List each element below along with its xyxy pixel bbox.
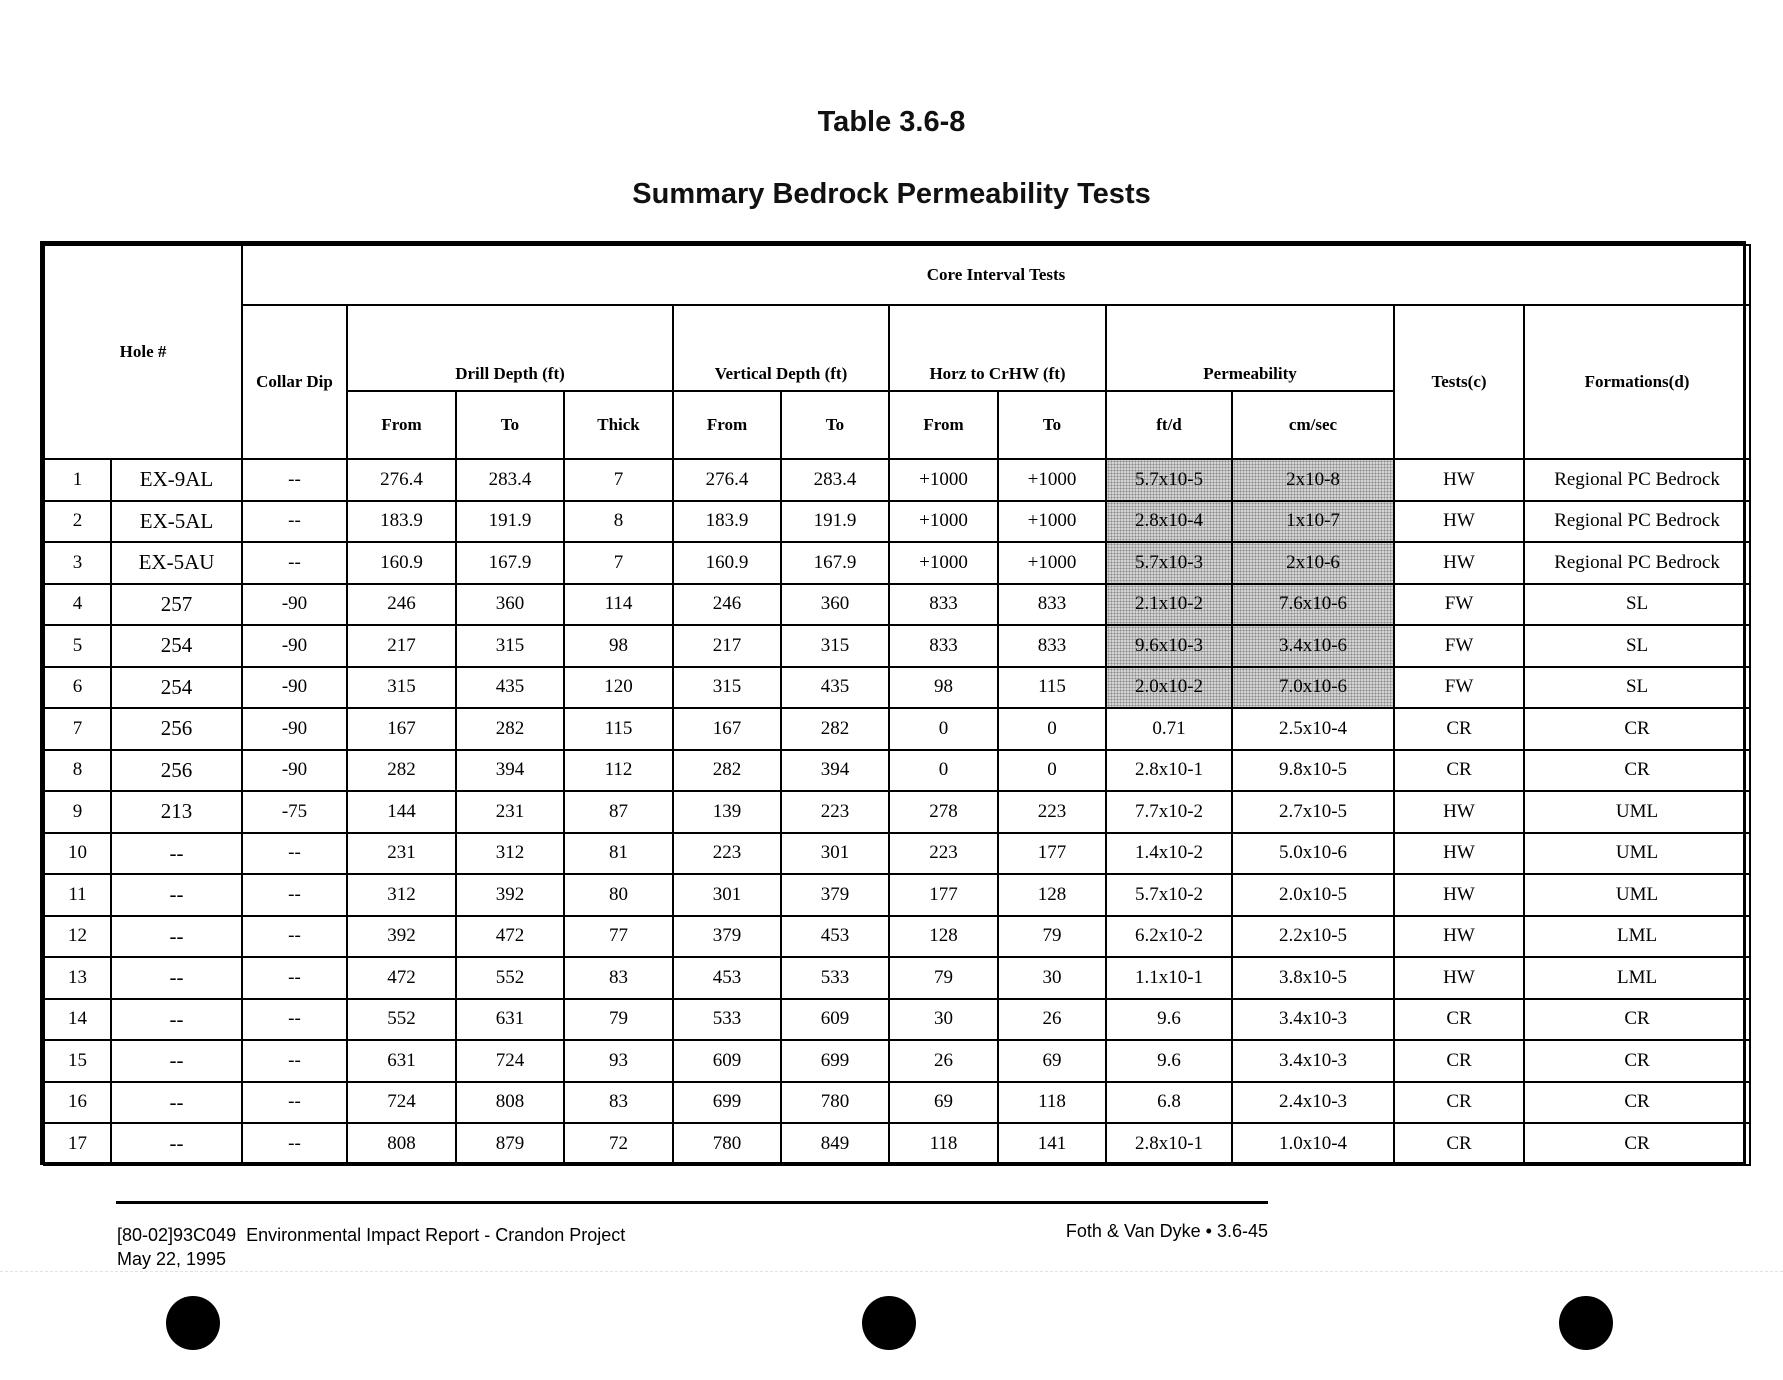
cell-thick: 93 <box>564 1040 673 1082</box>
cell-vertical-to: 191.9 <box>781 501 889 543</box>
table-body <box>44 459 1750 1165</box>
footer-page-number: Foth & Van Dyke • 3.6-45 <box>1065 1221 1268 1241</box>
cell-horz-to: 128 <box>998 874 1106 916</box>
header-perm-cmsec: cm/sec <box>1232 391 1394 459</box>
cell-formation: SL <box>1524 584 1750 626</box>
cell-perm-cmsec: 7.0x10-6 <box>1232 667 1394 709</box>
header-drill-to: To <box>456 391 564 459</box>
cell-horz-to: +1000 <box>998 501 1106 543</box>
table-row <box>44 916 1750 958</box>
cell-vertical-to: 283.4 <box>781 459 889 501</box>
cell-horz-to: 833 <box>998 584 1106 626</box>
cell-perm-ftd: 2.8x10-1 <box>1106 1123 1232 1165</box>
cell-perm-ftd: 9.6 <box>1106 1040 1232 1082</box>
cell-hole: -- <box>111 1040 242 1082</box>
cell-tests: FW <box>1394 625 1524 667</box>
cell-tests: HW <box>1394 501 1524 543</box>
cell-collar-dip: -- <box>242 999 347 1041</box>
cell-horz-to: 30 <box>998 957 1106 999</box>
cell-hole: -- <box>111 1123 242 1165</box>
header-drill-thick: Thick <box>564 391 673 459</box>
cell-row-number: 13 <box>44 957 111 999</box>
cell-thick: 114 <box>564 584 673 626</box>
cell-hole: -- <box>111 999 242 1041</box>
cell-perm-ftd: 5.7x10-2 <box>1106 874 1232 916</box>
cell-vertical-from: 379 <box>673 916 781 958</box>
cell-vertical-to: 360 <box>781 584 889 626</box>
cell-vertical-to: 533 <box>781 957 889 999</box>
cell-drill-from: 631 <box>347 1040 456 1082</box>
header-horz-to: To <box>998 391 1106 459</box>
binder-hole-left <box>166 1296 220 1350</box>
cell-hole: 256 <box>111 750 242 792</box>
cell-tests: HW <box>1394 791 1524 833</box>
cell-vertical-to: 315 <box>781 625 889 667</box>
cell-hole: EX-9AL <box>111 459 242 501</box>
cell-horz-from: 223 <box>889 833 998 875</box>
cell-row-number: 16 <box>44 1082 111 1124</box>
cell-hole: 254 <box>111 625 242 667</box>
table-row <box>44 999 1750 1041</box>
cell-perm-cmsec: 2x10-8 <box>1232 459 1394 501</box>
cell-drill-to: 360 <box>456 584 564 626</box>
cell-perm-ftd: 1.1x10-1 <box>1106 957 1232 999</box>
cell-perm-ftd: 7.7x10-2 <box>1106 791 1232 833</box>
cell-perm-cmsec: 2.0x10-5 <box>1232 874 1394 916</box>
cell-tests: CR <box>1394 1082 1524 1124</box>
cell-drill-from: 217 <box>347 625 456 667</box>
cell-vertical-from: 223 <box>673 833 781 875</box>
cell-drill-to: 191.9 <box>456 501 564 543</box>
cell-drill-to: 394 <box>456 750 564 792</box>
cell-tests: FW <box>1394 667 1524 709</box>
cell-thick: 80 <box>564 874 673 916</box>
cell-drill-to: 167.9 <box>456 542 564 584</box>
cell-vertical-from: 160.9 <box>673 542 781 584</box>
table-row <box>44 1040 1750 1082</box>
table-row <box>44 874 1750 916</box>
cell-thick: 87 <box>564 791 673 833</box>
table-row <box>44 833 1750 875</box>
cell-vertical-to: 453 <box>781 916 889 958</box>
cell-tests: CR <box>1394 750 1524 792</box>
cell-formation: CR <box>1524 999 1750 1041</box>
cell-thick: 81 <box>564 833 673 875</box>
cell-thick: 7 <box>564 542 673 584</box>
cell-vertical-to: 849 <box>781 1123 889 1165</box>
binder-hole-right <box>1559 1296 1613 1350</box>
cell-horz-from: 833 <box>889 625 998 667</box>
cell-tests: HW <box>1394 542 1524 584</box>
cell-perm-ftd: 6.2x10-2 <box>1106 916 1232 958</box>
cell-perm-cmsec: 9.8x10-5 <box>1232 750 1394 792</box>
cell-vertical-to: 699 <box>781 1040 889 1082</box>
cell-collar-dip: -90 <box>242 584 347 626</box>
table-subtitle: Summary Bedrock Permeability Tests <box>632 178 1151 210</box>
cell-horz-to: 141 <box>998 1123 1106 1165</box>
cell-formation: Regional PC Bedrock <box>1524 542 1750 584</box>
cell-thick: 98 <box>564 625 673 667</box>
cell-formation: LML <box>1524 957 1750 999</box>
cell-collar-dip: -90 <box>242 750 347 792</box>
cell-vertical-to: 780 <box>781 1082 889 1124</box>
cell-hole: -- <box>111 1082 242 1124</box>
cell-drill-from: 724 <box>347 1082 456 1124</box>
table-row <box>44 1082 1750 1124</box>
cell-drill-to: 231 <box>456 791 564 833</box>
cell-vertical-from: 533 <box>673 999 781 1041</box>
cell-drill-from: 231 <box>347 833 456 875</box>
cell-perm-ftd: 5.7x10-3 <box>1106 542 1232 584</box>
cell-row-number: 14 <box>44 999 111 1041</box>
cell-drill-to: 724 <box>456 1040 564 1082</box>
cell-drill-from: 312 <box>347 874 456 916</box>
cell-perm-ftd: 1.4x10-2 <box>1106 833 1232 875</box>
cell-row-number: 12 <box>44 916 111 958</box>
cell-formation: UML <box>1524 791 1750 833</box>
cell-vertical-to: 435 <box>781 667 889 709</box>
cell-formation: UML <box>1524 874 1750 916</box>
cell-formation: Regional PC Bedrock <box>1524 501 1750 543</box>
cell-hole: 213 <box>111 791 242 833</box>
cell-drill-to: 315 <box>456 625 564 667</box>
cell-formation: CR <box>1524 1123 1750 1165</box>
cell-drill-to: 283.4 <box>456 459 564 501</box>
header-perm-ftd: ft/d <box>1106 391 1232 459</box>
cell-tests: HW <box>1394 874 1524 916</box>
cell-horz-from: 26 <box>889 1040 998 1082</box>
cell-formation: SL <box>1524 625 1750 667</box>
cell-horz-to: +1000 <box>998 542 1106 584</box>
cell-horz-from: 118 <box>889 1123 998 1165</box>
cell-perm-ftd: 6.8 <box>1106 1082 1232 1124</box>
cell-horz-to: 177 <box>998 833 1106 875</box>
cell-formation: LML <box>1524 916 1750 958</box>
cell-perm-cmsec: 1x10-7 <box>1232 501 1394 543</box>
cell-horz-from: 833 <box>889 584 998 626</box>
cell-hole: -- <box>111 833 242 875</box>
cell-vertical-from: 217 <box>673 625 781 667</box>
cell-tests: CR <box>1394 1123 1524 1165</box>
cell-perm-cmsec: 3.4x10-3 <box>1232 1040 1394 1082</box>
cell-collar-dip: -90 <box>242 667 347 709</box>
cell-collar-dip: -75 <box>242 791 347 833</box>
cell-drill-to: 808 <box>456 1082 564 1124</box>
cell-perm-ftd: 9.6 <box>1106 999 1232 1041</box>
cell-horz-to: 26 <box>998 999 1106 1041</box>
table-row <box>44 1123 1750 1165</box>
cell-drill-to: 282 <box>456 708 564 750</box>
cell-tests: HW <box>1394 957 1524 999</box>
header-vertical-from: From <box>673 391 781 459</box>
permeability-table <box>43 244 1751 1166</box>
cell-formation: CR <box>1524 750 1750 792</box>
table-row <box>44 625 1750 667</box>
perforation-line <box>0 1271 1783 1272</box>
cell-vertical-to: 394 <box>781 750 889 792</box>
cell-horz-to: 833 <box>998 625 1106 667</box>
cell-drill-to: 552 <box>456 957 564 999</box>
header-drill-depth: Drill Depth (ft) <box>347 305 673 391</box>
cell-perm-ftd: 2.8x10-4 <box>1106 501 1232 543</box>
cell-tests: HW <box>1394 916 1524 958</box>
cell-vertical-to: 379 <box>781 874 889 916</box>
header-drill-from: From <box>347 391 456 459</box>
cell-vertical-from: 139 <box>673 791 781 833</box>
cell-drill-from: 183.9 <box>347 501 456 543</box>
cell-row-number: 2 <box>44 501 111 543</box>
cell-vertical-from: 276.4 <box>673 459 781 501</box>
cell-vertical-from: 301 <box>673 874 781 916</box>
cell-tests: CR <box>1394 708 1524 750</box>
cell-perm-cmsec: 3.4x10-3 <box>1232 999 1394 1041</box>
cell-perm-cmsec: 1.0x10-4 <box>1232 1123 1394 1165</box>
cell-vertical-from: 282 <box>673 750 781 792</box>
cell-perm-cmsec: 3.4x10-6 <box>1232 625 1394 667</box>
cell-perm-cmsec: 2.5x10-4 <box>1232 708 1394 750</box>
cell-drill-to: 312 <box>456 833 564 875</box>
cell-horz-to: 115 <box>998 667 1106 709</box>
cell-perm-cmsec: 3.8x10-5 <box>1232 957 1394 999</box>
footer-rule <box>116 1201 1268 1204</box>
cell-row-number: 6 <box>44 667 111 709</box>
cell-collar-dip: -- <box>242 501 347 543</box>
cell-row-number: 15 <box>44 1040 111 1082</box>
cell-horz-from: 128 <box>889 916 998 958</box>
cell-horz-from: 0 <box>889 708 998 750</box>
cell-drill-from: 315 <box>347 667 456 709</box>
cell-tests: HW <box>1394 459 1524 501</box>
header-horz-to-crhw: Horz to CrHW (ft) <box>889 305 1106 391</box>
cell-horz-to: 0 <box>998 750 1106 792</box>
cell-vertical-from: 167 <box>673 708 781 750</box>
cell-drill-from: 552 <box>347 999 456 1041</box>
cell-row-number: 10 <box>44 833 111 875</box>
cell-drill-to: 631 <box>456 999 564 1041</box>
cell-perm-ftd: 9.6x10-3 <box>1106 625 1232 667</box>
cell-perm-cmsec: 7.6x10-6 <box>1232 584 1394 626</box>
header-vertical-depth: Vertical Depth (ft) <box>673 305 889 391</box>
cell-vertical-from: 246 <box>673 584 781 626</box>
table-row <box>44 750 1750 792</box>
cell-vertical-from: 315 <box>673 667 781 709</box>
cell-row-number: 11 <box>44 874 111 916</box>
cell-horz-from: +1000 <box>889 501 998 543</box>
table-row <box>44 584 1750 626</box>
cell-thick: 8 <box>564 501 673 543</box>
cell-perm-cmsec: 5.0x10-6 <box>1232 833 1394 875</box>
cell-horz-from: 98 <box>889 667 998 709</box>
cell-hole: -- <box>111 874 242 916</box>
cell-drill-from: 144 <box>347 791 456 833</box>
cell-vertical-from: 183.9 <box>673 501 781 543</box>
cell-row-number: 9 <box>44 791 111 833</box>
cell-hole: -- <box>111 957 242 999</box>
cell-row-number: 1 <box>44 459 111 501</box>
header-hole: Hole # <box>44 245 242 459</box>
cell-horz-to: 223 <box>998 791 1106 833</box>
cell-row-number: 3 <box>44 542 111 584</box>
cell-hole: EX-5AL <box>111 501 242 543</box>
header-permeability: Permeability <box>1106 305 1394 391</box>
cell-drill-from: 282 <box>347 750 456 792</box>
table-row <box>44 501 1750 543</box>
cell-vertical-to: 223 <box>781 791 889 833</box>
cell-tests: FW <box>1394 584 1524 626</box>
cell-horz-to: 69 <box>998 1040 1106 1082</box>
footer-date: May 22, 1995 <box>117 1249 227 1269</box>
cell-horz-from: 278 <box>889 791 998 833</box>
cell-hole: 256 <box>111 708 242 750</box>
cell-vertical-to: 282 <box>781 708 889 750</box>
cell-hole: 254 <box>111 667 242 709</box>
cell-collar-dip: -- <box>242 957 347 999</box>
cell-tests: CR <box>1394 1040 1524 1082</box>
cell-thick: 112 <box>564 750 673 792</box>
cell-collar-dip: -- <box>242 459 347 501</box>
permeability-table-frame <box>40 241 1746 1165</box>
cell-formation: CR <box>1524 1040 1750 1082</box>
cell-collar-dip: -- <box>242 1123 347 1165</box>
cell-row-number: 17 <box>44 1123 111 1165</box>
cell-drill-to: 392 <box>456 874 564 916</box>
cell-horz-to: 79 <box>998 916 1106 958</box>
cell-perm-ftd: 2.1x10-2 <box>1106 584 1232 626</box>
cell-vertical-to: 167.9 <box>781 542 889 584</box>
cell-collar-dip: -- <box>242 1082 347 1124</box>
cell-row-number: 4 <box>44 584 111 626</box>
header-vertical-to: To <box>781 391 889 459</box>
cell-thick: 72 <box>564 1123 673 1165</box>
cell-thick: 7 <box>564 459 673 501</box>
cell-hole: 257 <box>111 584 242 626</box>
cell-thick: 79 <box>564 999 673 1041</box>
footer-report-title: [80-02]93C049 Environmental Impact Report - Crandon Project <box>117 1225 626 1245</box>
cell-horz-from: 0 <box>889 750 998 792</box>
cell-perm-cmsec: 2.7x10-5 <box>1232 791 1394 833</box>
cell-hole: -- <box>111 916 242 958</box>
cell-collar-dip: -- <box>242 833 347 875</box>
cell-drill-from: 167 <box>347 708 456 750</box>
cell-vertical-from: 609 <box>673 1040 781 1082</box>
cell-horz-to: 0 <box>998 708 1106 750</box>
cell-drill-to: 472 <box>456 916 564 958</box>
cell-horz-from: 177 <box>889 874 998 916</box>
cell-thick: 77 <box>564 916 673 958</box>
table-row <box>44 791 1750 833</box>
cell-drill-from: 160.9 <box>347 542 456 584</box>
cell-perm-ftd: 5.7x10-5 <box>1106 459 1232 501</box>
footer-report-info <box>117 1223 625 1271</box>
header-formations: Formations(d) <box>1524 305 1750 459</box>
cell-horz-from: +1000 <box>889 459 998 501</box>
cell-perm-ftd: 2.8x10-1 <box>1106 750 1232 792</box>
table-title: Table 3.6-8 <box>817 106 966 138</box>
cell-hole: EX-5AU <box>111 542 242 584</box>
table-row <box>44 542 1750 584</box>
cell-thick: 83 <box>564 957 673 999</box>
table-row <box>44 459 1750 501</box>
cell-collar-dip: -- <box>242 1040 347 1082</box>
cell-formation: SL <box>1524 667 1750 709</box>
cell-vertical-to: 301 <box>781 833 889 875</box>
cell-vertical-from: 699 <box>673 1082 781 1124</box>
header-collar-dip: Collar Dip <box>242 305 347 459</box>
cell-perm-cmsec: 2.4x10-3 <box>1232 1082 1394 1124</box>
cell-thick: 83 <box>564 1082 673 1124</box>
cell-horz-from: 79 <box>889 957 998 999</box>
cell-collar-dip: -90 <box>242 708 347 750</box>
table-row <box>44 667 1750 709</box>
cell-thick: 120 <box>564 667 673 709</box>
cell-formation: CR <box>1524 708 1750 750</box>
cell-tests: HW <box>1394 833 1524 875</box>
cell-drill-from: 276.4 <box>347 459 456 501</box>
cell-horz-from: 69 <box>889 1082 998 1124</box>
cell-row-number: 5 <box>44 625 111 667</box>
header-core-interval-tests: Core Interval Tests <box>242 245 1750 305</box>
cell-row-number: 8 <box>44 750 111 792</box>
cell-drill-from: 472 <box>347 957 456 999</box>
cell-row-number: 7 <box>44 708 111 750</box>
cell-perm-ftd: 2.0x10-2 <box>1106 667 1232 709</box>
cell-horz-from: 30 <box>889 999 998 1041</box>
cell-vertical-from: 780 <box>673 1123 781 1165</box>
cell-tests: CR <box>1394 999 1524 1041</box>
cell-collar-dip: -- <box>242 916 347 958</box>
table-row <box>44 708 1750 750</box>
cell-perm-cmsec: 2x10-6 <box>1232 542 1394 584</box>
cell-formation: UML <box>1524 833 1750 875</box>
cell-collar-dip: -- <box>242 542 347 584</box>
binder-hole-center <box>862 1296 916 1350</box>
cell-vertical-to: 609 <box>781 999 889 1041</box>
cell-perm-cmsec: 2.2x10-5 <box>1232 916 1394 958</box>
cell-thick: 115 <box>564 708 673 750</box>
cell-collar-dip: -- <box>242 874 347 916</box>
cell-horz-to: +1000 <box>998 459 1106 501</box>
cell-formation: Regional PC Bedrock <box>1524 459 1750 501</box>
cell-drill-to: 435 <box>456 667 564 709</box>
cell-perm-ftd: 0.71 <box>1106 708 1232 750</box>
header-tests: Tests(c) <box>1394 305 1524 459</box>
cell-drill-from: 392 <box>347 916 456 958</box>
cell-collar-dip: -90 <box>242 625 347 667</box>
table-row <box>44 957 1750 999</box>
cell-drill-from: 246 <box>347 584 456 626</box>
cell-drill-from: 808 <box>347 1123 456 1165</box>
header-horz-from: From <box>889 391 998 459</box>
cell-drill-to: 879 <box>456 1123 564 1165</box>
cell-formation: CR <box>1524 1082 1750 1124</box>
cell-vertical-from: 453 <box>673 957 781 999</box>
cell-horz-to: 118 <box>998 1082 1106 1124</box>
cell-horz-from: +1000 <box>889 542 998 584</box>
